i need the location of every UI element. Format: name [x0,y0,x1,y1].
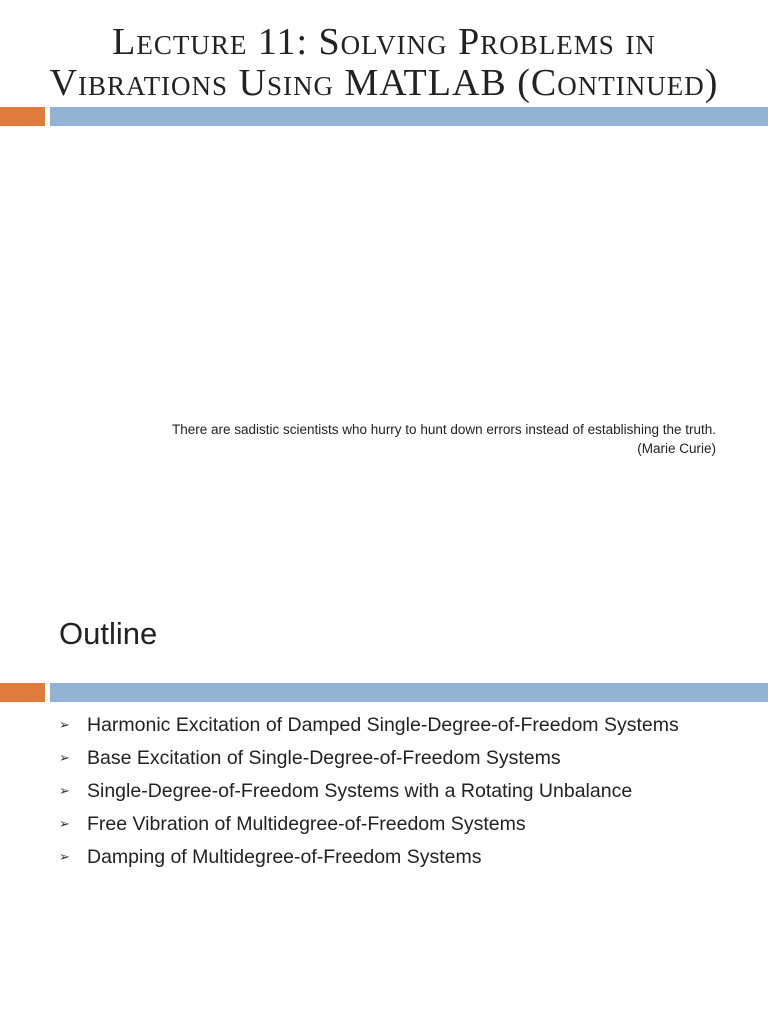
outline-list [59,712,739,877]
title-divider [0,107,768,126]
outline-item-text: Free Vibration of Multidegree-of-Freedom Systems [87,813,526,835]
arrow-bullet-icon: ➢ [59,750,70,765]
outline-item-text: Base Excitation of Single-Degree-of-Freedom Systems [87,747,561,769]
divider-bar-blue [50,683,768,702]
outline-item [59,844,739,870]
divider-accent-orange [0,683,45,702]
outline-item [59,811,739,837]
outline-item-text: Damping of Multidegree-of-Freedom Systems [87,846,482,868]
outline-heading: Outline [59,616,158,651]
quote-text: There are sadistic scientists who hurry to hunt down errors instead of establishing the truth. [171,422,716,437]
arrow-bullet-icon: ➢ [59,849,70,864]
outline-item-text: Single-Degree-of-Freedom Systems with a Rotating Unbalance [87,780,633,802]
slide-title-line-2: Vibrations Using MATLAB (Continued) [49,62,719,104]
outline-slide [0,580,768,1024]
quote-block [56,420,716,458]
divider-accent-orange [0,107,45,126]
arrow-bullet-icon: ➢ [59,816,70,831]
outline-item [59,778,739,804]
slide-title-line-1: Lecture 11: Solving Problems in [112,21,656,63]
divider-bar-blue [50,107,768,126]
outline-item [59,745,739,771]
outline-item-text: Harmonic Excitation of Damped Single-Degree-of-Freedom Systems [87,714,679,736]
outline-divider [0,683,768,702]
slide-title [0,22,768,104]
arrow-bullet-icon: ➢ [59,717,70,732]
arrow-bullet-icon: ➢ [59,783,70,798]
quote-author: (Marie Curie) [637,441,716,456]
outline-item [59,712,739,738]
